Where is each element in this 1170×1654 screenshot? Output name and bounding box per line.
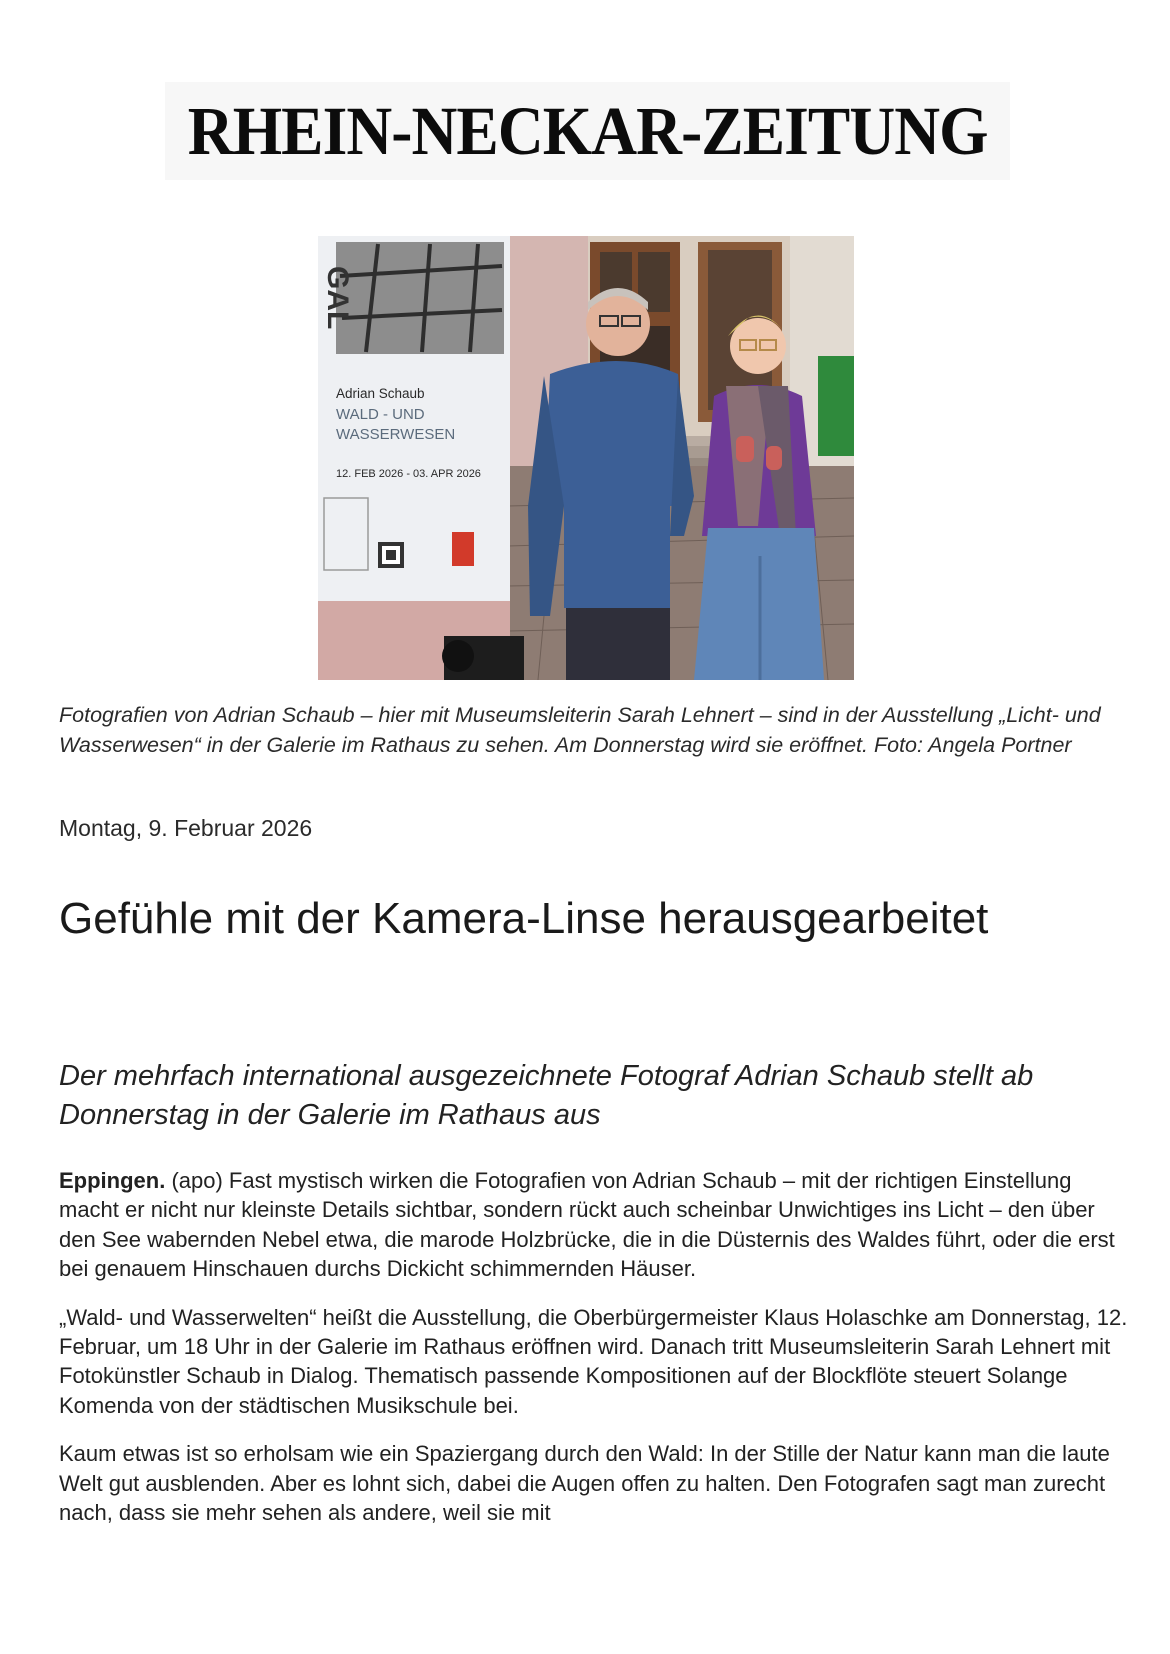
- photo-caption: Fotografien von Adrian Schaub – hier mit Museumsleiterin Sarah Lehnert – sind in der Ausstellung „Licht- und Wasserwesen“ in der Galerie im Rathaus zu sehen. Am Donnerstag wird sie eröffnet. Foto: Angela Portner: [59, 703, 1101, 757]
- article-photo: [318, 236, 854, 680]
- poster-title-line2: WASSERWESEN: [336, 426, 456, 443]
- article-paragraph: [59, 1166, 1129, 1284]
- article-paragraph: „Wald- und Wasserwelten“ heißt die Ausstellung, die Oberbürgermeister Klaus Holaschke am Donnerstag, 12. Februar, um 18 Uhr in der Galerie im Rathaus eröffnen wird. Danach tritt Museumsleiterin Sarah Lehnert mit Fotokünstler Schaub in Dialog. Thematisch passende Kompositionen auf der Blockflöte steuert Solange Komenda von der städtischen Musikschule bei.: [59, 1304, 1128, 1418]
- article-subheadline: Der mehrfach international ausgezeichnete Fotograf Adrian Schaub stellt ab Donnerstag in der Galerie im Rathaus aus: [59, 1060, 1034, 1131]
- poster-title-line1: WALD - UND: [336, 406, 425, 423]
- svg-text:GAL: GAL: [321, 266, 354, 330]
- newspaper-masthead: [165, 82, 1010, 180]
- article-date: Montag, 9. Februar 2026: [59, 815, 313, 841]
- article-dateline: Eppingen.: [59, 1168, 166, 1193]
- poster-name: Adrian Schaub: [336, 386, 425, 401]
- paragraph-text: (apo) Fast mystisch wirken die Fotografien von Adrian Schaub – mit der richtigen Einstellung macht er nicht nur kleinste Details sichtbar, sondern rückt auch scheinbar Unwichtiges ins Licht – den über den See wabernden Nebel etwa, die marode Holzbrücke, die in die Düsternis des Waldes führt, oder die erst bei genauem Hinschauen durchs Dickicht schimmernden Häuser.: [59, 1168, 1115, 1282]
- poster-dates: 12. FEB 2026 - 03. APR 2026: [336, 468, 481, 480]
- article-paragraph: Kaum etwas ist so erholsam wie ein Spaziergang durch den Wald: In der Stille der Natur kann man die laute Welt gut ausblenden. Aber es lohnt sich, dabei die Augen offen zu halten. Den Fotografen sagt man zurecht nach, dass sie mehr sehen als andere, weil sie mit: [59, 1441, 1110, 1526]
- article-body: [59, 1166, 1129, 1546]
- masthead-title: RHEIN-NECKAR-ZEITUNG: [187, 92, 988, 169]
- article-headline: Gefühle mit der Kamera-Linse herausgearbeitet: [59, 894, 989, 943]
